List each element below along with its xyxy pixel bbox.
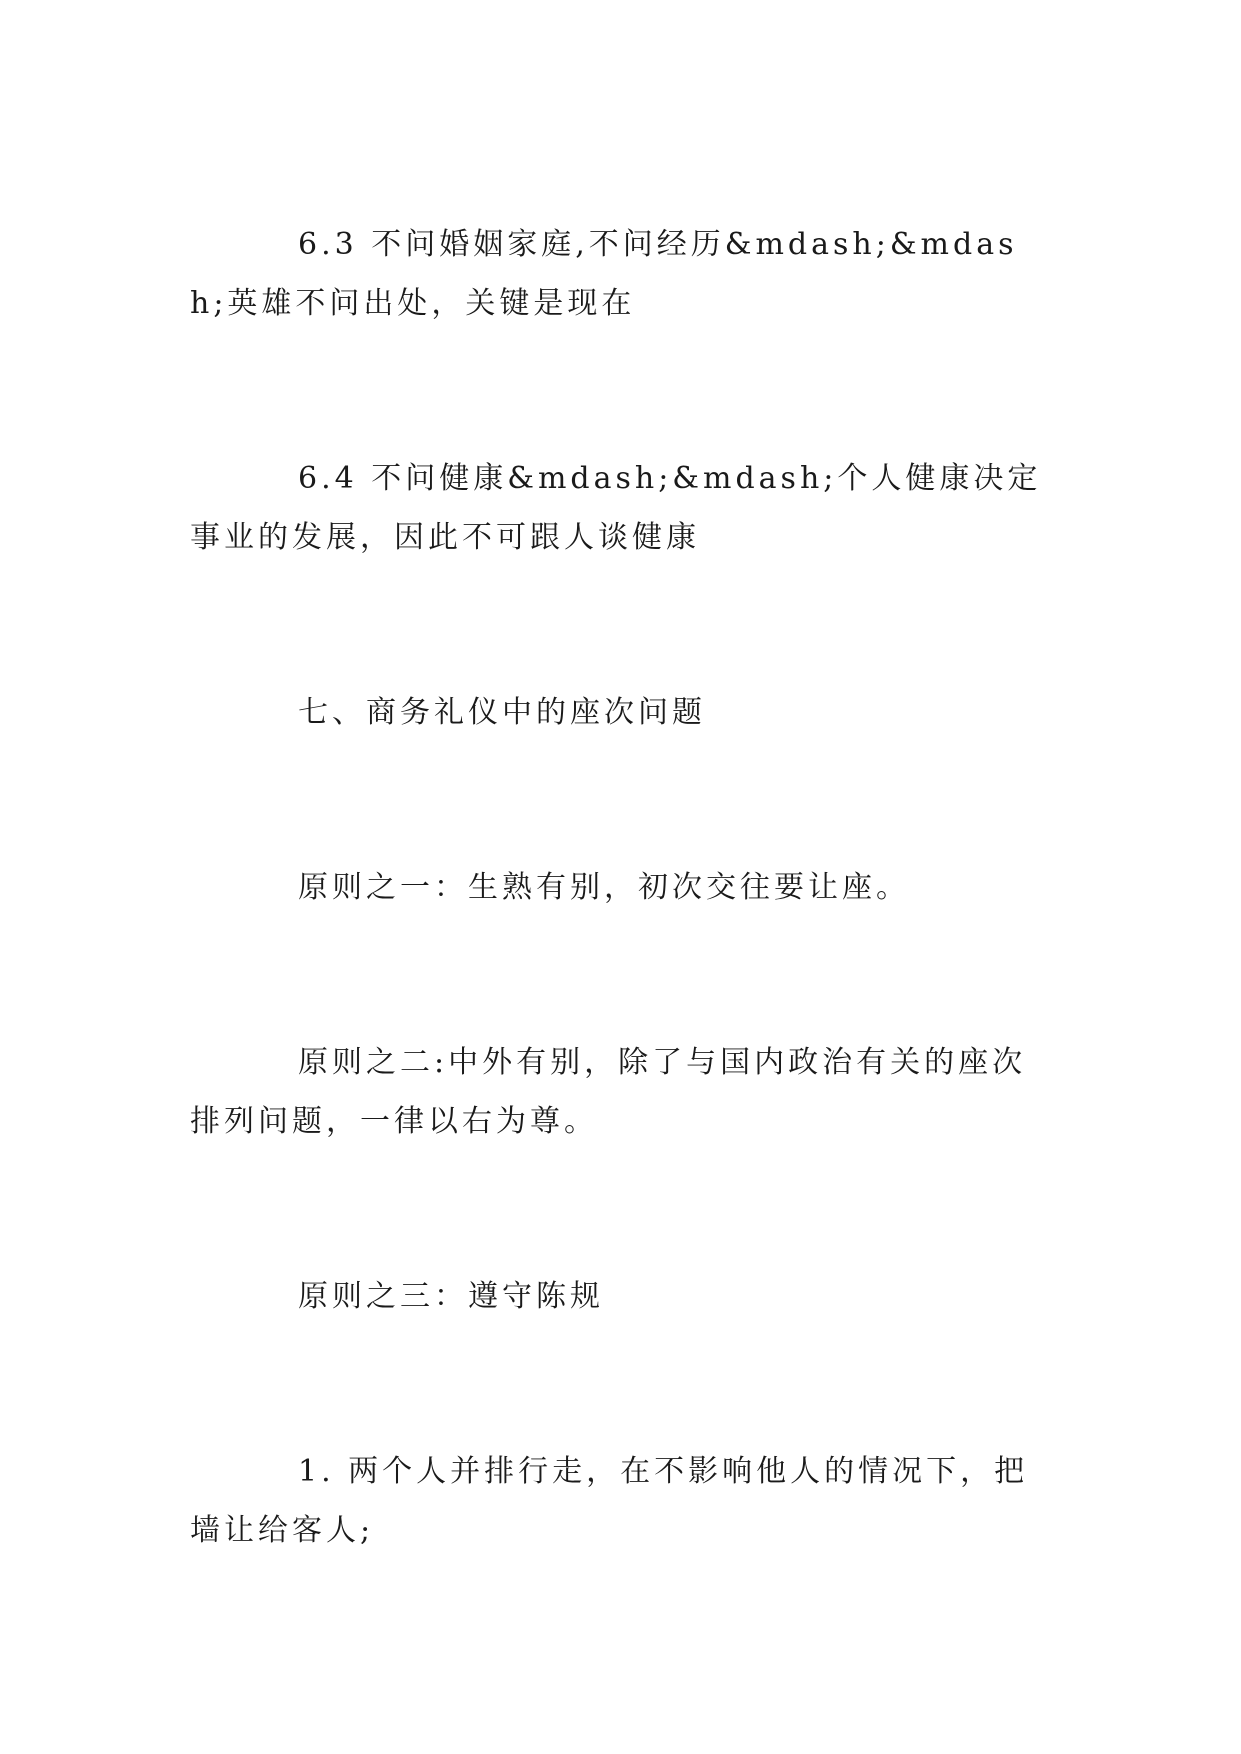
- paragraph-6-3: 6.3 不问婚姻家庭,不问经历&mdash;&mdash;英雄不问出处，关键是现在: [190, 227, 1018, 321]
- principle-two: 原则之二:中外有别，除了与国内政治有关的座次排列问题，一律以右为尊。: [190, 1045, 1027, 1139]
- paragraph-6-4: 6.4 不问健康&mdash;&mdash;个人健康决定事业的发展，因此不可跟人谈健康: [190, 461, 1042, 555]
- section-heading-seating: 七、商务礼仪中的座次问题: [298, 695, 706, 730]
- list-item-1: 1. 两个人并排行走，在不影响他人的情况下，把墙让给客人;: [190, 1454, 1029, 1548]
- principle-three: 原则之三：遵守陈规: [298, 1279, 604, 1314]
- principle-one: 原则之一：生熟有别，初次交往要让座。: [298, 870, 910, 905]
